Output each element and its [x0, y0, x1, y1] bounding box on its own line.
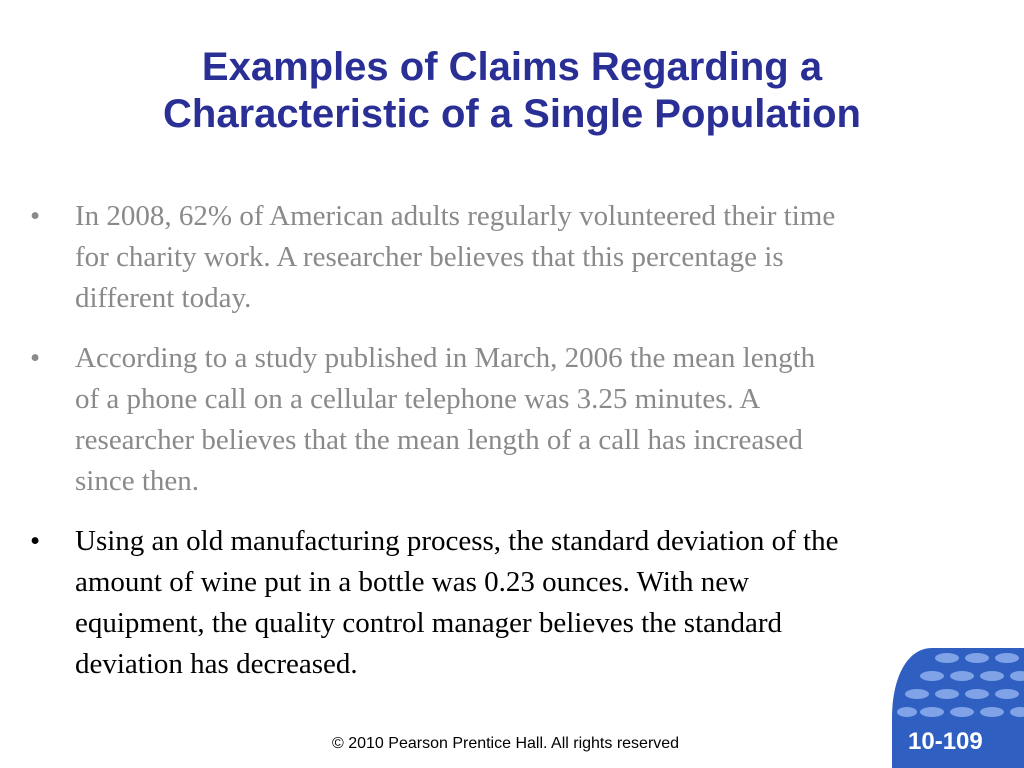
- bullet-line: equipment, the quality control manager believes the standard: [75, 607, 783, 639]
- bullet-icon: •: [30, 525, 41, 557]
- slide-title-line-1: Examples of Claims Regarding a: [201, 45, 823, 89]
- page-number: 10-109: [908, 728, 983, 755]
- bullet-item-volunteer: [30, 196, 990, 319]
- bullet-list: [30, 196, 990, 704]
- bullet-icon: •: [30, 200, 41, 232]
- copyright-footer: © 2010 Pearson Prentice Hall. All rights reserved: [332, 735, 680, 752]
- bullet-icon: •: [30, 342, 41, 374]
- bullet-line: for charity work. A researcher believes that this percentage is: [75, 241, 784, 273]
- bullet-line: In 2008, 62% of American adults regularly volunteered their time: [75, 200, 836, 232]
- slide-title: [0, 44, 1024, 138]
- bullet-line: deviation has decreased.: [75, 648, 358, 680]
- bullet-line: since then.: [75, 465, 200, 497]
- slide-title-line-2: Characteristic of a Single Population: [163, 92, 861, 136]
- bullet-line: different today.: [75, 282, 252, 314]
- bullet-item-wine: [30, 521, 990, 685]
- bullet-item-phone-call: [30, 338, 990, 502]
- bullet-line: According to a study published in March, 2006 the mean length: [75, 342, 816, 374]
- bullet-line: of a phone call on a cellular telephone was 3.25 minutes. A: [75, 383, 761, 415]
- bullet-line: Using an old manufacturing process, the standard deviation of the: [75, 525, 839, 557]
- bullet-line: amount of wine put in a bottle was 0.23 ounces. With new: [75, 566, 750, 598]
- bullet-line: researcher believes that the mean length of a call has increased: [75, 424, 803, 456]
